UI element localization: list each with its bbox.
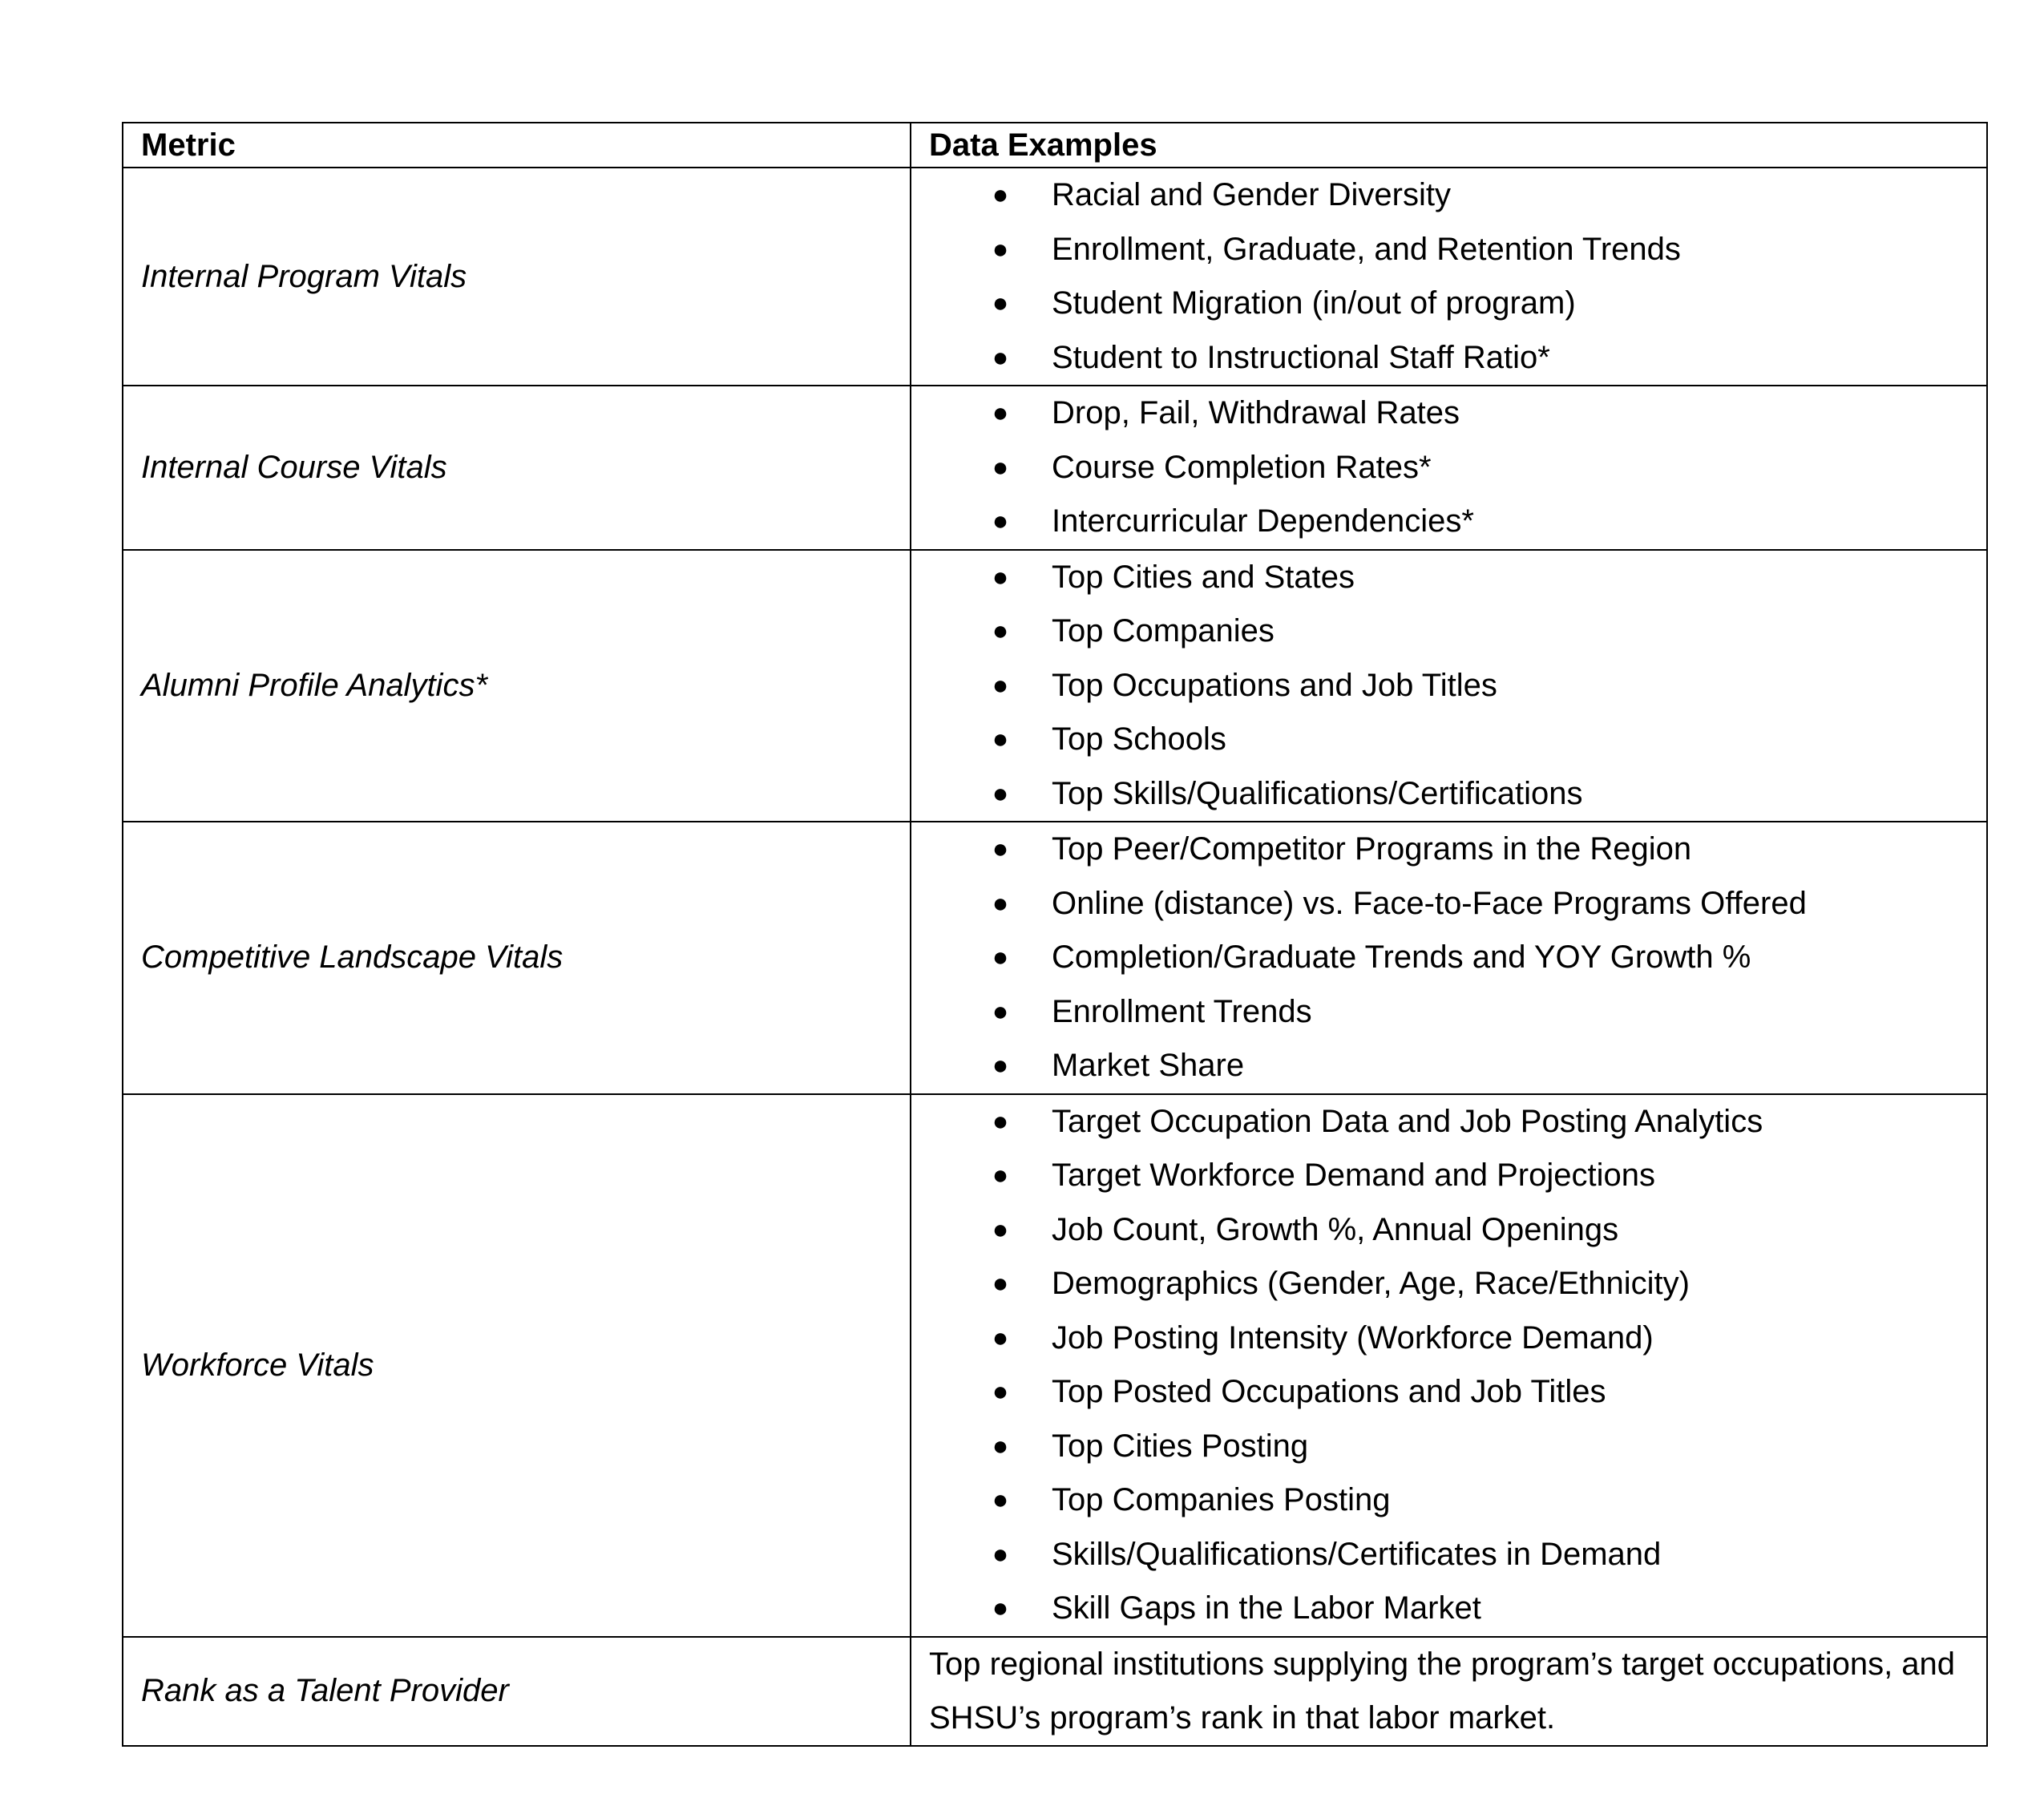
metric-cell: Internal Program Vitals bbox=[123, 168, 911, 386]
list-item bbox=[911, 386, 1986, 441]
list-item-text: Enrollment Trends bbox=[1052, 993, 1312, 1029]
examples-cell bbox=[911, 822, 1987, 1094]
bullet-icon: ● bbox=[992, 1105, 1009, 1137]
list-item bbox=[911, 277, 1986, 331]
bullet-icon: ● bbox=[992, 778, 1009, 809]
table-row bbox=[123, 822, 1987, 1094]
list-item bbox=[911, 659, 1986, 713]
bullet-icon: ● bbox=[992, 233, 1009, 265]
examples-list bbox=[911, 822, 1986, 1093]
list-item-text: Top Skills/Qualifications/Certifications bbox=[1052, 775, 1583, 811]
list-item bbox=[911, 1039, 1986, 1093]
examples-cell bbox=[911, 386, 1987, 550]
metric-cell: Rank as a Talent Provider bbox=[123, 1637, 911, 1746]
list-item bbox=[911, 1365, 1986, 1420]
bullet-icon: ● bbox=[992, 724, 1009, 754]
bullet-icon: ● bbox=[992, 1160, 1009, 1190]
examples-cell bbox=[911, 1094, 1987, 1637]
list-item bbox=[911, 1311, 1986, 1366]
list-item bbox=[911, 931, 1986, 985]
bullet-icon: ● bbox=[992, 398, 1009, 428]
list-item bbox=[911, 985, 1986, 1040]
list-item-text: Intercurricular Dependencies* bbox=[1052, 503, 1474, 539]
bullet-icon: ● bbox=[992, 834, 1009, 864]
list-item-text: Online (distance) vs. Face-to-Face Programs Offered bbox=[1052, 885, 1807, 921]
examples-cell bbox=[911, 168, 1987, 386]
bullet-icon: ● bbox=[992, 1593, 1009, 1623]
table-row bbox=[123, 550, 1987, 822]
table-row bbox=[123, 168, 1987, 386]
metric-cell: Workforce Vitals bbox=[123, 1094, 911, 1637]
bullet-icon: ● bbox=[992, 1376, 1009, 1407]
list-item-text: Top Peer/Competitor Programs in the Region bbox=[1052, 831, 1692, 867]
bullet-icon: ● bbox=[992, 506, 1009, 536]
list-item-text: Drop, Fail, Withdrawal Rates bbox=[1052, 395, 1460, 430]
list-item bbox=[911, 1095, 1986, 1150]
list-item-text: Course Completion Rates* bbox=[1052, 449, 1432, 485]
list-item-text: Skill Gaps in the Labor Market bbox=[1052, 1590, 1481, 1626]
list-item bbox=[911, 551, 1986, 605]
list-item-text: Target Occupation Data and Job Posting Analytics bbox=[1052, 1103, 1763, 1139]
examples-list bbox=[911, 168, 1986, 385]
examples-list bbox=[911, 1095, 1986, 1636]
list-item-text: Enrollment, Graduate, and Retention Trends bbox=[1052, 231, 1681, 267]
list-item-text: Top Posted Occupations and Job Titles bbox=[1052, 1374, 1606, 1409]
header-data-examples: Data Examples bbox=[911, 123, 1987, 168]
header-row bbox=[123, 123, 1987, 168]
list-item-text: Top Cities Posting bbox=[1052, 1428, 1309, 1464]
list-item-text: Job Count, Growth %, Annual Openings bbox=[1052, 1211, 1619, 1247]
list-item-text: Top Cities and States bbox=[1052, 559, 1355, 595]
bullet-icon: ● bbox=[992, 1268, 1009, 1299]
list-item bbox=[911, 713, 1986, 767]
bullet-icon: ● bbox=[992, 942, 1009, 972]
list-item-text: Top Schools bbox=[1052, 721, 1226, 757]
bullet-icon: ● bbox=[992, 180, 1009, 210]
bullet-icon: ● bbox=[992, 1538, 1009, 1570]
bullet-icon: ● bbox=[992, 1322, 1009, 1353]
description-text: Top regional institutions supplying the program’s target occupations, and SHSU’s program’s rank in that labor market. bbox=[929, 1646, 1956, 1735]
list-item-text: Top Occupations and Job Titles bbox=[1052, 667, 1497, 703]
header-metric: Metric bbox=[123, 123, 911, 168]
list-item-text: Top Companies Posting bbox=[1052, 1482, 1391, 1517]
list-item bbox=[911, 877, 1986, 931]
bullet-icon: ● bbox=[992, 887, 1009, 919]
list-item bbox=[911, 441, 1986, 495]
table-row bbox=[123, 1637, 1987, 1746]
bullet-icon: ● bbox=[992, 996, 1009, 1027]
list-item-text: Racial and Gender Diversity bbox=[1052, 177, 1451, 212]
list-item-text: Completion/Graduate Trends and YOY Growth % bbox=[1052, 939, 1751, 975]
list-item bbox=[911, 1257, 1986, 1311]
metrics-table bbox=[122, 122, 1988, 1747]
list-item-text: Target Workforce Demand and Projections bbox=[1052, 1158, 1655, 1193]
table-row bbox=[123, 1094, 1987, 1637]
bullet-icon: ● bbox=[992, 1485, 1009, 1515]
bullet-icon: ● bbox=[992, 1214, 1009, 1245]
metric-cell: Alumni Profile Analytics* bbox=[123, 550, 911, 822]
list-item bbox=[911, 495, 1986, 549]
examples-list bbox=[911, 551, 1986, 822]
list-item bbox=[911, 604, 1986, 659]
examples-cell bbox=[911, 550, 1987, 822]
metric-cell: Competitive Landscape Vitals bbox=[123, 822, 911, 1094]
list-item-text: Demographics (Gender, Age, Race/Ethnicity) bbox=[1052, 1266, 1690, 1301]
description-cell bbox=[911, 1637, 1987, 1746]
list-item bbox=[911, 767, 1986, 822]
list-item bbox=[911, 223, 1986, 277]
list-item bbox=[911, 1203, 1986, 1258]
list-item-text: Top Companies bbox=[1052, 613, 1274, 649]
bullet-icon: ● bbox=[992, 616, 1009, 646]
bullet-icon: ● bbox=[992, 561, 1009, 592]
bullet-icon: ● bbox=[992, 1050, 1009, 1081]
list-item bbox=[911, 1420, 1986, 1474]
list-item-text: Job Posting Intensity (Workforce Demand) bbox=[1052, 1319, 1654, 1356]
list-item-text: Skills/Qualifications/Certificates in Demand bbox=[1052, 1536, 1662, 1572]
list-item bbox=[911, 331, 1986, 386]
examples-list bbox=[911, 386, 1986, 549]
list-item-text: Student to Instructional Staff Ratio* bbox=[1052, 339, 1550, 375]
bullet-icon: ● bbox=[992, 341, 1009, 373]
bullet-icon: ● bbox=[992, 669, 1009, 701]
metric-cell: Internal Course Vitals bbox=[123, 386, 911, 550]
list-item bbox=[911, 168, 1986, 223]
table-row bbox=[123, 386, 1987, 550]
list-item bbox=[911, 1149, 1986, 1203]
list-item bbox=[911, 1473, 1986, 1528]
bullet-icon: ● bbox=[992, 451, 1009, 483]
list-item-text: Market Share bbox=[1052, 1048, 1245, 1083]
list-item bbox=[911, 822, 1986, 877]
list-item-text: Student Migration (in/out of program) bbox=[1052, 285, 1576, 321]
list-item bbox=[911, 1528, 1986, 1582]
bullet-icon: ● bbox=[992, 1430, 1009, 1461]
list-item bbox=[911, 1582, 1986, 1636]
bullet-icon: ● bbox=[992, 288, 1009, 318]
